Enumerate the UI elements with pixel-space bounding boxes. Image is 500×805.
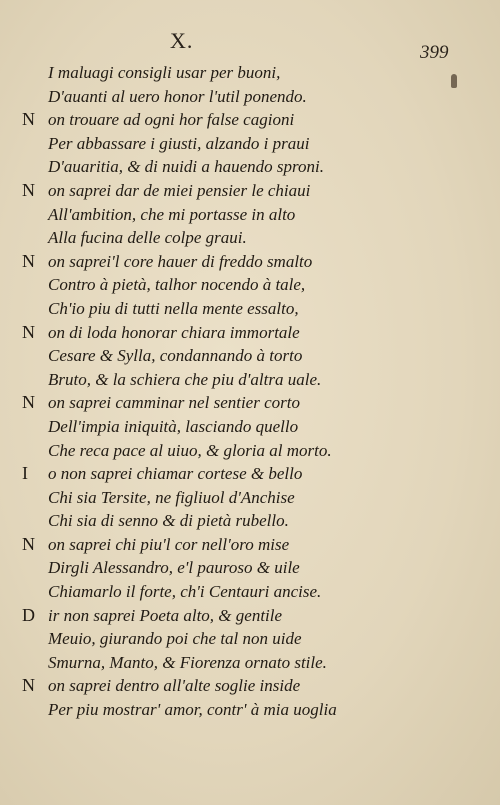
verse-line [0, 368, 500, 392]
stanza-initial: N [22, 533, 35, 554]
verse-text: Che reca pace al uiuo, & gloria al morto. [48, 440, 332, 460]
verse-line [0, 297, 500, 321]
verse-text: Cesare & Sylla, condannando à torto [48, 346, 303, 366]
verse-line [0, 108, 500, 132]
verse-line [0, 132, 500, 156]
verse-text: ir non saprei Poeta alto, & gentile [48, 605, 283, 625]
verse-text: Chi sia Tersite, ne figliuol d'Anchise [48, 487, 295, 507]
poem-text [0, 61, 500, 722]
stanza-initial: N [22, 109, 35, 130]
verse-text: on di loda honorar chiara immortale [48, 322, 300, 342]
verse-line [0, 85, 500, 109]
verse-line [0, 203, 500, 227]
verse-line [0, 391, 500, 415]
verse-text: Per abbassare i giusti, alzando i praui [48, 133, 310, 153]
verse-line [0, 674, 500, 698]
verse-text: Alla fucina delle colpe graui. [48, 228, 247, 248]
verse-text: All'ambition, che mi portasse in alto [48, 204, 296, 224]
verse-line [0, 344, 500, 368]
verse-text: Dell'impia iniquità, lasciando quello [48, 416, 299, 436]
verse-text: on saprei dar de miei pensier le chiaui [48, 180, 311, 200]
verse-text: Smurna, Manto, & Fiorenza ornato stile. [48, 652, 327, 672]
stanza-initial: N [22, 250, 35, 271]
verse-text: Ch'io piu di tutti nella mente essalto, [48, 298, 299, 318]
verse-line [0, 533, 500, 557]
verse-line [0, 415, 500, 439]
verse-text: I maluagi consigli usar per buoni, [48, 63, 281, 82]
verse-text: Dirgli Alessandro, e'l pauroso & uile [48, 558, 300, 578]
verse-text: Per piu mostrar' amor, contr' à mia uoglia [48, 700, 337, 720]
verse-text: Meuio, giurando poi che tal non uide [48, 629, 302, 649]
verse-text: Chi sia di senno & di pietà rubello. [48, 511, 289, 531]
verse-line [0, 273, 500, 297]
verse-text: o non saprei chiamar cortese & bello [48, 464, 303, 484]
page-number: 399 [420, 42, 449, 63]
verse-line [0, 179, 500, 203]
verse-text: D'auanti al uero honor l'util ponendo. [48, 86, 307, 106]
verse-line [0, 556, 500, 580]
verse-line [0, 462, 500, 486]
verse-line [0, 321, 500, 345]
verse-text: Chiamarlo il forte, ch'i Centauri ancise. [48, 582, 322, 602]
stanza-initial: N [22, 675, 35, 696]
verse-line [0, 155, 500, 179]
stanza-initial: N [22, 179, 35, 200]
stanza-initial: D [22, 604, 35, 625]
verse-text: on saprei chi piu'l cor nell'oro mise [48, 534, 290, 554]
stanza-initial: N [22, 392, 35, 413]
verse-text: D'auaritia, & di nuidi a hauendo sproni. [48, 157, 324, 177]
verse-line [0, 226, 500, 250]
verse-text: on saprei dentro all'alte soglie inside [48, 676, 301, 696]
verse-line [0, 439, 500, 463]
running-head: X. [170, 28, 194, 53]
verse-text: on saprei camminar nel sentier corto [48, 393, 300, 413]
verse-text: on trouare ad ogni hor false cagioni [48, 110, 295, 130]
stanza-initial: N [22, 321, 35, 342]
verse-line [0, 627, 500, 651]
verse-text: Contro à pietà, talhor nocendo à tale, [48, 275, 306, 295]
verse-line [0, 651, 500, 675]
verse-line [0, 486, 500, 510]
verse-text: on saprei'l core hauer di freddo smalto [48, 251, 313, 271]
verse-text: Bruto, & la schiera che piu d'altra uale. [48, 369, 322, 389]
verse-line [0, 604, 500, 628]
verse-line [0, 250, 500, 274]
verse-line [0, 61, 500, 85]
verse-line [0, 698, 500, 722]
stanza-initial: I [22, 463, 28, 484]
verse-line [0, 509, 500, 533]
verse-line [0, 580, 500, 604]
